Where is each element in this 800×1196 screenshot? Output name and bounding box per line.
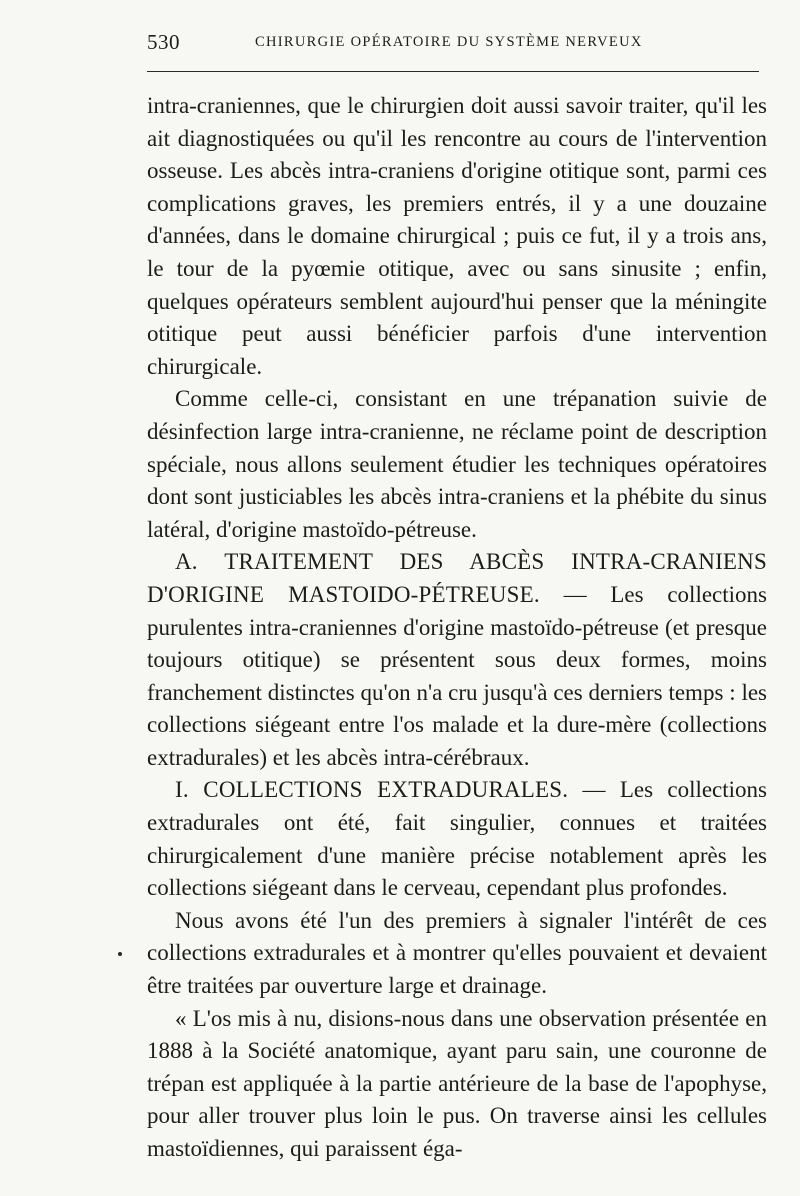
- section-heading-1: I. COLLECTIONS EXTRADURALES.: [175, 777, 569, 803]
- paragraph-3: [147, 546, 767, 774]
- page-number: 530: [147, 30, 180, 54]
- running-title: CHIRURGIE OPÉRATOIRE DU SYSTÈME NERVEUX: [255, 34, 643, 50]
- header-rule: [147, 71, 759, 72]
- paragraph-5: [147, 905, 767, 1003]
- page-header: [147, 30, 759, 56]
- paragraph-4: [147, 774, 767, 904]
- body-text: [147, 90, 767, 1166]
- paragraph-text: Comme celle-ci, consistant en une trépanation suivie de désinfection large intra-cranienne, ne réclame point de description spéciale, nous allons seulement étudier les techniques opératoires dont sont justiciables les abcès intra-craniens et la phébite du sinus latéral, d'origine mastoïdo-pétreuse.: [147, 386, 767, 542]
- paragraph-6: [147, 1003, 767, 1166]
- paragraph-text: intra-craniennes, que le chirurgien doit aussi savoir traiter, qu'il les ait diagnostiquées ou qu'il les rencontre au cours de l'intervention osseuse. Les abcès intra-craniens d'origine otitique sont, parmi ces complications graves, les premiers entrés, il y a une douzaine d'années, dans le domaine chirurgical ; puis ce fut, il y a trois ans, le tour de la pyœmie otitique, avec ou sans sinusite ; enfin, quelques opérateurs semblent aujourd'hui penser que la méningite otitique peut aussi bénéficier parfois d'une intervention chirurgicale.: [147, 93, 767, 379]
- paragraph-text: Nous avons été l'un des premiers à signaler l'intérêt de ces collections extradurales et à montrer qu'elles pouvaient et devaient être traitées par ouverture large et drainage.: [147, 907, 767, 999]
- paragraph-text: « L'os mis à nu, disions-nous dans une observation présentée en 1888 à la Société anatomique, ayant paru sain, une couronne de trépan est appliquée à la partie antérieure de la base de l'apophyse, pour aller trouver plus loin le pus. On traverse ainsi les cellules mastoïdiennes, qui paraissent éga-: [147, 1005, 767, 1161]
- paragraph-text: — Les collections purulentes intra-craniennes d'origine mastoïdo-pétreuse (et presque toujours otitique) se présentent sous deux formes, moins franchement distinctes qu'on n'a cru jusqu'à ces derniers temps : les collections siégeant entre l'os malade et la dure-mère (collections extradurales) et les abcès intra-cérébraux.: [147, 581, 767, 770]
- paragraph-1: [147, 90, 767, 383]
- paragraph-text: — Les collections extradurales ont été, fait singulier, connues et traitées chirurgicalement d'une manière précise notablement après les collections siégeant dans le cerveau, cependant plus profondes.: [147, 777, 767, 901]
- print-speck: [118, 952, 122, 956]
- section-heading-a: A. TRAITEMENT DES ABCÈS INTRA-CRANIENS D'ORIGINE MASTOIDO-PÉTREUSE.: [147, 549, 767, 607]
- paragraph-2: [147, 383, 767, 546]
